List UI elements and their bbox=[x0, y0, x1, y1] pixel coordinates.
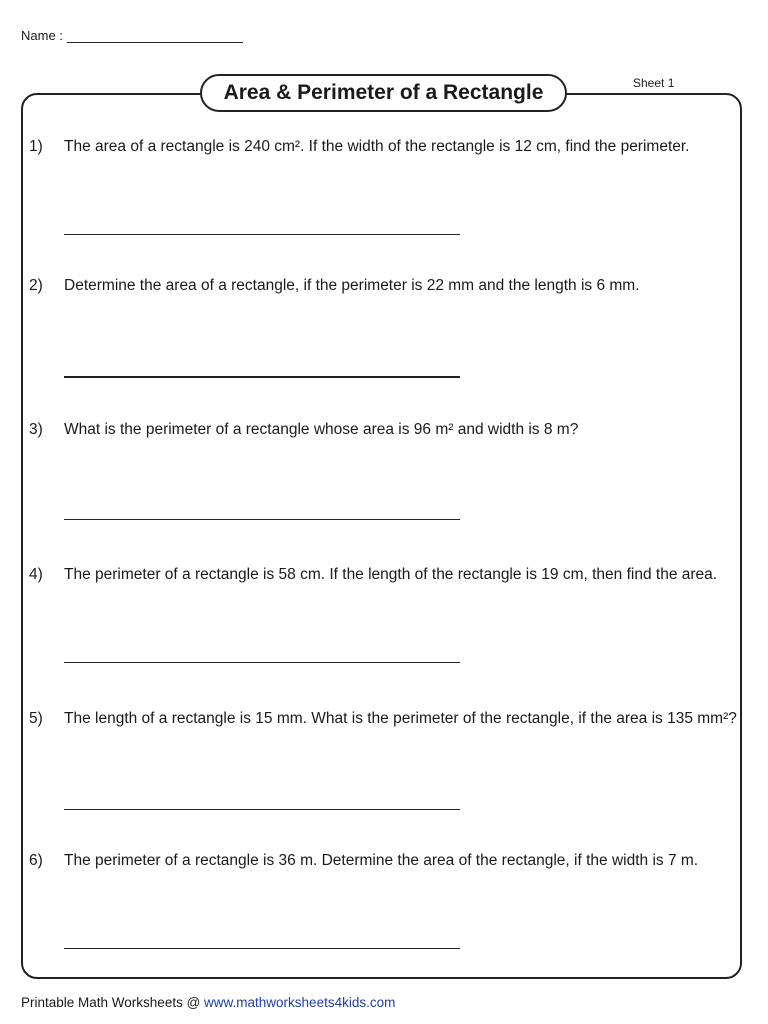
question-text: The length of a rectangle is 15 mm. What is the perimeter of the rectangle, if the area is 135 mm²? bbox=[64, 710, 737, 727]
name-row bbox=[21, 26, 243, 43]
worksheet-frame bbox=[21, 93, 742, 979]
question-number: 1) bbox=[29, 138, 43, 155]
question-text: The perimeter of a rectangle is 36 m. Determine the area of the rectangle, if the width is 7 m. bbox=[64, 852, 699, 869]
question-number: 4) bbox=[29, 566, 43, 583]
worksheet-title: Area & Perimeter of a Rectangle bbox=[200, 74, 567, 112]
question-number: 6) bbox=[29, 852, 43, 869]
sheet-label: Sheet 1 bbox=[633, 76, 675, 90]
question-number: 3) bbox=[29, 421, 43, 438]
question-text: The perimeter of a rectangle is 58 cm. If the length of the rectangle is 19 cm, then find the area. bbox=[64, 566, 718, 583]
answer-line-1[interactable] bbox=[64, 234, 460, 235]
answer-line-4[interactable] bbox=[64, 662, 460, 663]
footer-text: Printable Math Worksheets @ bbox=[21, 995, 205, 1010]
answer-line-2[interactable] bbox=[64, 376, 460, 378]
question-text: Determine the area of a rectangle, if the perimeter is 22 mm and the length is 6 mm. bbox=[64, 277, 640, 294]
name-field[interactable] bbox=[67, 26, 243, 43]
answer-line-3[interactable] bbox=[64, 519, 460, 520]
question-number: 2) bbox=[29, 277, 43, 294]
answer-line-5[interactable] bbox=[64, 809, 460, 810]
question-text: The area of a rectangle is 240 cm². If the width of the rectangle is 12 cm, find the perimeter. bbox=[64, 138, 690, 155]
question-number: 5) bbox=[29, 710, 43, 727]
footer bbox=[21, 995, 395, 1010]
answer-line-6[interactable] bbox=[64, 948, 460, 949]
footer-link[interactable]: www.mathworksheets4kids.com bbox=[204, 995, 396, 1010]
question-text: What is the perimeter of a rectangle whose area is 96 m² and width is 8 m? bbox=[64, 421, 579, 438]
name-label: Name : bbox=[21, 28, 63, 43]
